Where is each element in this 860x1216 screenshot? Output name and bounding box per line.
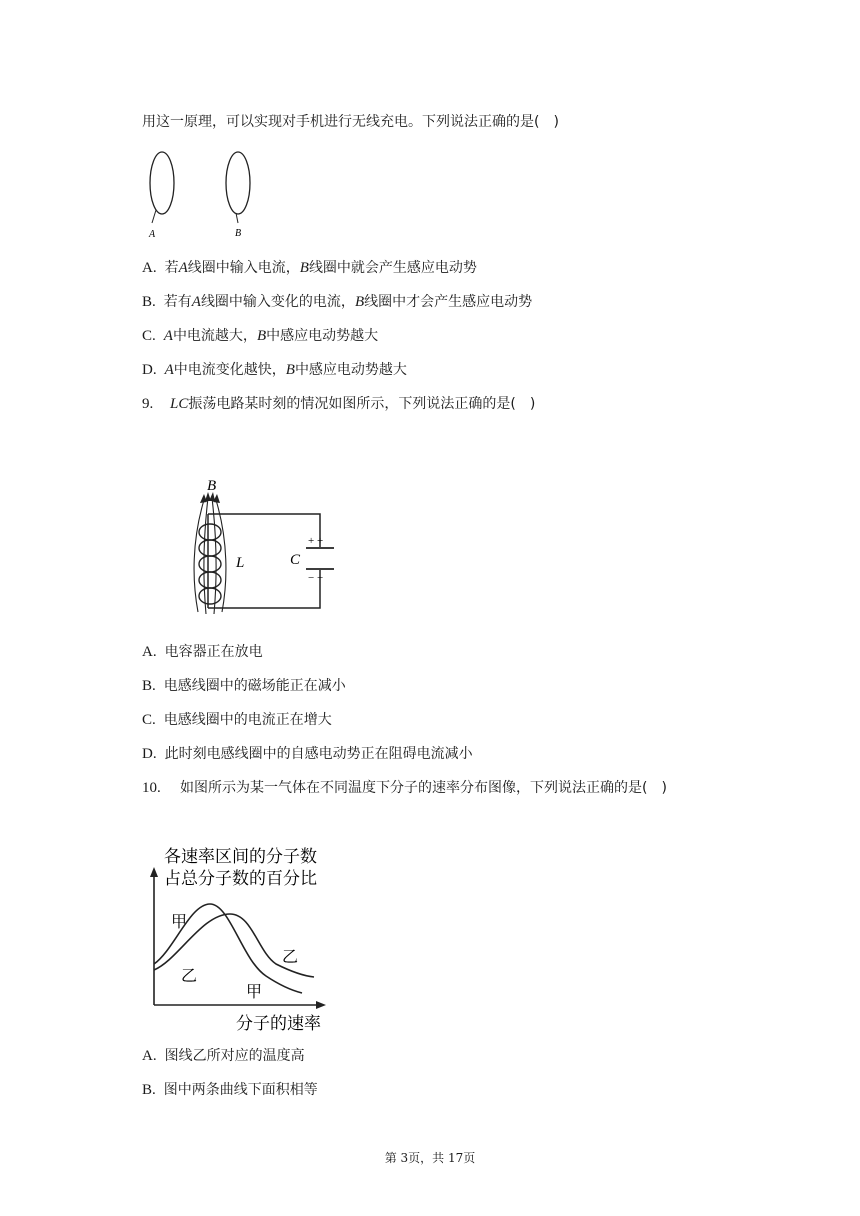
y-axis-label-line2: 占总分子数的百分比 bbox=[164, 869, 317, 888]
capacitor-minus-signs: − − bbox=[308, 572, 324, 584]
x-axis-label: 分子的速率 bbox=[236, 1014, 321, 1033]
speed-distribution-figure bbox=[146, 842, 346, 1034]
option-8a[interactable]: A. 若A线圈中输入电流，B线圈中就会产生感应电动势 bbox=[142, 260, 477, 276]
inductor-label-l: L bbox=[236, 555, 245, 571]
field-label-b: B bbox=[207, 478, 217, 494]
question-9-stem: 9. LC振荡电路某时刻的情况如图所示，下列说法正确的是( ) bbox=[142, 396, 536, 412]
y-axis-label-line1: 各速率区间的分子数 bbox=[164, 847, 317, 866]
curve-label-yi-right: 乙 bbox=[282, 949, 299, 966]
option-10a[interactable]: A. 图线乙所对应的温度高 bbox=[142, 1048, 305, 1064]
capacitor-label-c: C bbox=[290, 552, 301, 568]
curve-label-yi-bottom: 乙 bbox=[181, 968, 198, 985]
option-9c[interactable]: C. 电感线圈中的电流正在增大 bbox=[142, 712, 332, 728]
option-8c[interactable]: C. A中电流越大，B中感应电动势越大 bbox=[142, 328, 379, 344]
coil-label-a: A bbox=[149, 229, 156, 240]
page-footer: 第 3页，共 17页 bbox=[384, 1151, 476, 1165]
coils-figure bbox=[140, 145, 270, 245]
question-10-stem: 10. 如图所示为某一气体在不同温度下分子的速率分布图像，下列说法正确的是( ) bbox=[142, 780, 667, 796]
curve-label-jia-bottom: 甲 bbox=[246, 984, 263, 1001]
coil-label-b: B bbox=[235, 228, 242, 239]
curve-label-jia-top: 甲 bbox=[171, 914, 188, 931]
question-stem-continuation: 用这一原理，可以实现对手机进行无线充电。下列说法正确的是( ) bbox=[142, 114, 559, 130]
option-8d[interactable]: D. A中电流变化越快，B中感应电动势越大 bbox=[142, 362, 407, 378]
option-9a[interactable]: A. 电容器正在放电 bbox=[142, 644, 263, 660]
option-9b[interactable]: B. 电感线圈中的磁场能正在减小 bbox=[142, 678, 346, 694]
option-8b[interactable]: B. 若有A线圈中输入变化的电流，B线圈中才会产生感应电动势 bbox=[142, 294, 533, 310]
lc-circuit-figure bbox=[186, 470, 346, 620]
capacitor-plus-signs: + + bbox=[308, 535, 324, 547]
option-10b[interactable]: B. 图中两条曲线下面积相等 bbox=[142, 1082, 318, 1098]
option-9d[interactable]: D. 此时刻电感线圈中的自感电动势正在阻碍电流减小 bbox=[142, 746, 473, 762]
